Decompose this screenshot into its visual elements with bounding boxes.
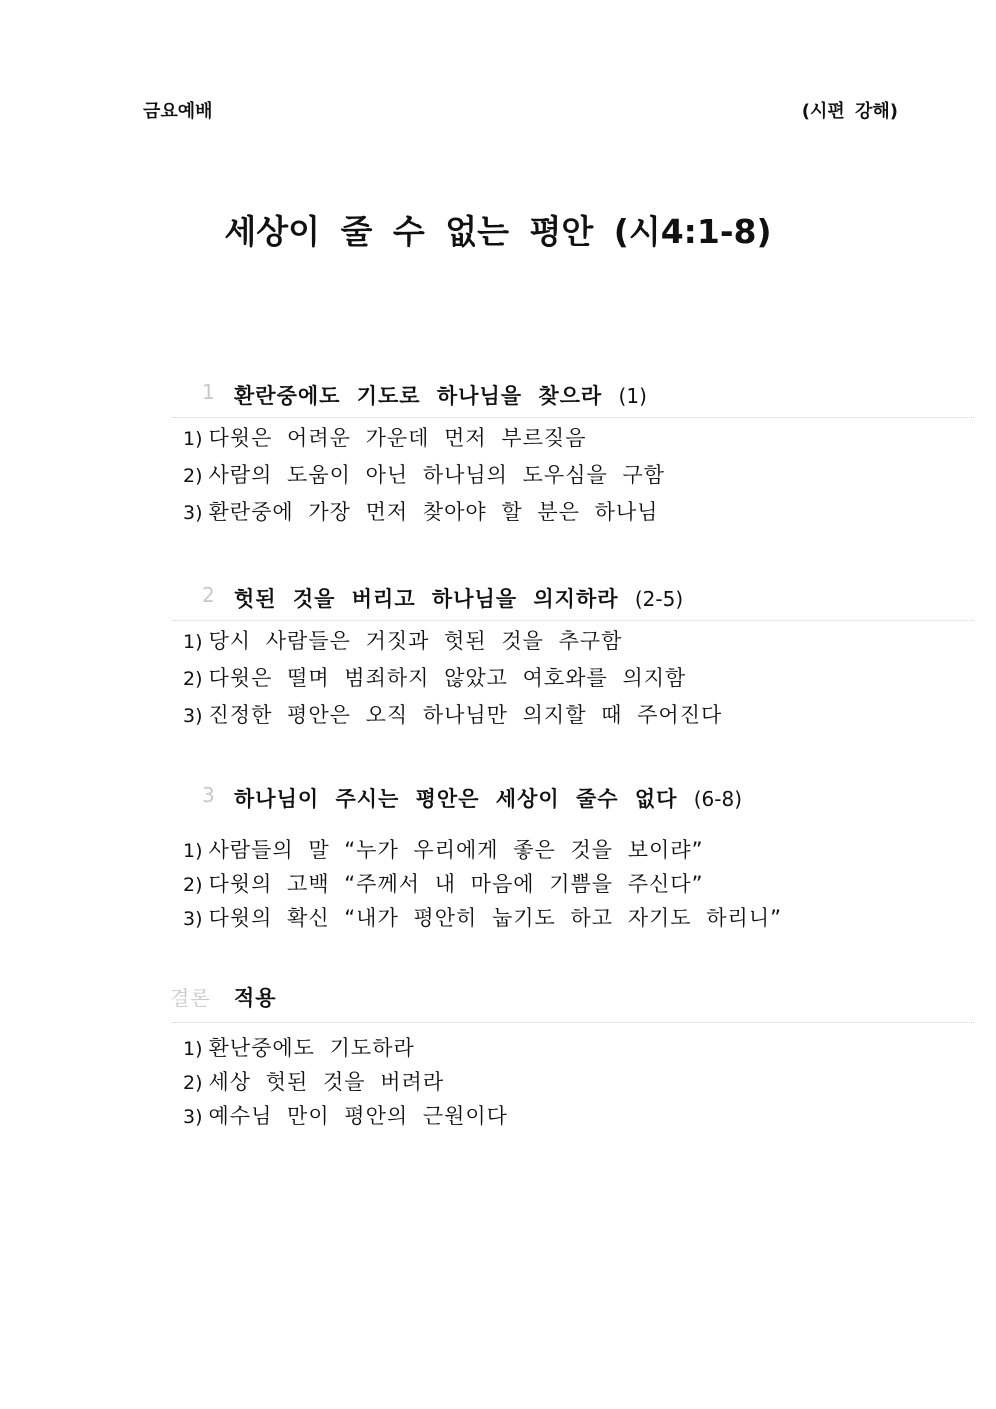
scripture-reference: (1) <box>618 384 647 408</box>
section-heading <box>0 783 996 817</box>
section-title-text: 환란중에도 기도로 하나님을 찾으라 <box>234 384 603 408</box>
item-number: 2) <box>183 1072 203 1094</box>
list-item <box>183 660 722 697</box>
service-label: 금요예배 <box>143 101 213 122</box>
item-text: 사람의 도움이 아닌 하나님의 도우심을 구함 <box>208 463 666 487</box>
item-number: 3) <box>183 502 203 524</box>
section-point-list <box>183 833 782 935</box>
section-point-list <box>183 420 665 531</box>
section-number: 결론 <box>170 986 211 1010</box>
item-text: 예수님 만이 평안의 근원이다 <box>208 1104 508 1128</box>
section-heading <box>0 982 996 1016</box>
section-number: 3 <box>202 783 216 807</box>
scripture-reference: (6-8) <box>693 787 743 811</box>
item-number: 2) <box>183 465 203 487</box>
list-item <box>183 867 782 901</box>
item-text: 진정한 평안은 오직 하나님만 의지할 때 주어진다 <box>208 703 723 727</box>
section-title-text: 헛된 것을 버리고 하나님을 의지하라 <box>234 587 619 611</box>
item-number: 2) <box>183 874 203 896</box>
section-divider <box>172 620 974 621</box>
section-divider <box>172 1022 974 1023</box>
item-number: 3) <box>183 1106 203 1128</box>
section-heading <box>0 583 996 617</box>
section-divider <box>172 417 974 418</box>
section-number: 2 <box>202 583 216 607</box>
list-item <box>183 901 782 935</box>
section-title <box>234 380 647 410</box>
list-item <box>183 457 665 494</box>
list-item <box>183 1099 508 1133</box>
list-item <box>183 420 665 457</box>
item-number: 1) <box>183 631 203 653</box>
item-text: 다윗의 고백 “주께서 내 마음에 기쁨을 주신다” <box>208 872 704 896</box>
section-title <box>234 583 683 613</box>
list-item <box>183 1065 508 1099</box>
item-text: 다윗의 확신 “내가 평안히 눕기도 하고 자기도 하리니” <box>208 906 783 930</box>
section-heading <box>0 380 996 414</box>
section-point-list <box>183 1031 508 1133</box>
item-text: 환란중에 가장 먼저 찾아야 할 분은 하나님 <box>208 500 659 524</box>
item-text: 사람들의 말 “누가 우리에게 좋은 것을 보이랴” <box>208 838 704 862</box>
list-item <box>183 697 722 734</box>
item-text: 다윗은 어려운 가운데 먼저 부르짖음 <box>208 426 587 450</box>
section-title <box>234 783 742 813</box>
list-item <box>183 1031 508 1065</box>
list-item <box>183 833 782 867</box>
list-item <box>183 494 665 531</box>
section-point-list <box>183 623 722 734</box>
scripture-reference: (2-5) <box>634 587 684 611</box>
series-label: (시편 강해) <box>801 101 898 122</box>
item-number: 1) <box>183 428 203 450</box>
item-text: 다윗은 떨며 범죄하지 않았고 여호와를 의지함 <box>208 666 687 690</box>
item-number: 1) <box>183 1038 203 1060</box>
item-text: 당시 사람들은 거짓과 헛된 것을 추구함 <box>208 629 623 653</box>
list-item <box>183 623 722 660</box>
section-title-text: 하나님이 주시는 평안은 세상이 줄수 없다 <box>234 787 678 811</box>
section-number: 1 <box>202 380 216 404</box>
item-text: 세상 헛된 것을 버려라 <box>208 1070 445 1094</box>
sermon-title: 세상이 줄 수 없는 평안 (시4:1-8) <box>224 212 772 251</box>
section-title-text: 적용 <box>234 986 277 1010</box>
item-number: 1) <box>183 840 203 862</box>
item-number: 3) <box>183 705 203 727</box>
item-number: 3) <box>183 908 203 930</box>
section-title <box>234 982 277 1012</box>
item-number: 2) <box>183 668 203 690</box>
item-text: 환난중에도 기도하라 <box>208 1036 415 1060</box>
